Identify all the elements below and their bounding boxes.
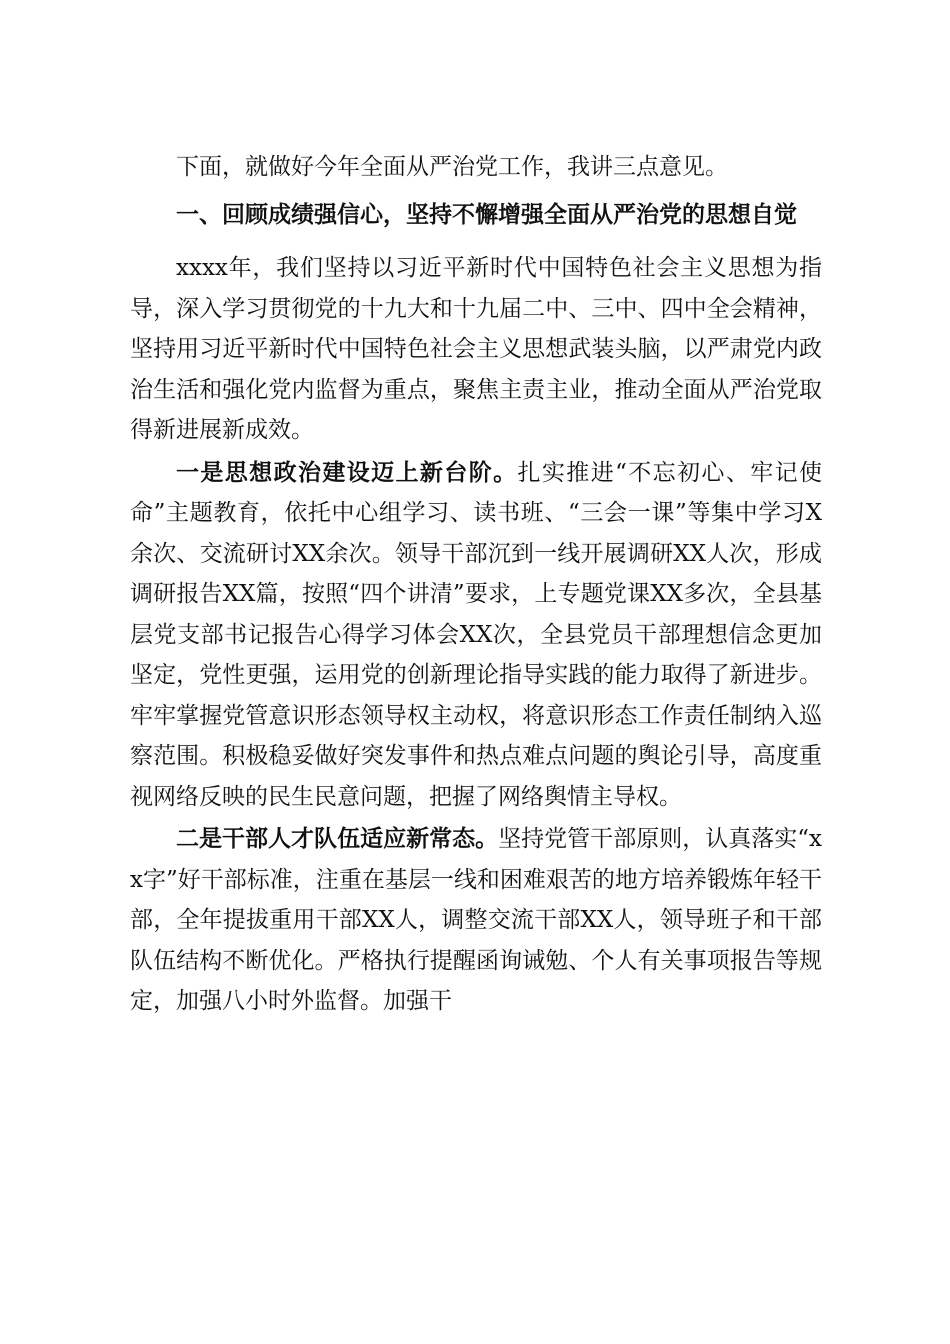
paragraph-cadres	[130, 819, 822, 1022]
paragraph-cadres-body: 坚持党管干部原则，认真落实“xx字”好干部标准，注重在基层一线和困难艰苦的地方培养锻炼年轻干部，全年提拔重用干部XX人，调整交流干部XX人，领导班子和干部队伍结构不断优化。严格执行提醒函询诫勉、个人有关事项报告等规定，加强八小时外监督。加强干	[130, 826, 822, 1014]
paragraph-cadres-title: 二是干部人才队伍适应新常态。	[176, 826, 499, 852]
paragraph-ideology-body: 扎实推进“不忘初心、牢记使命”主题教育，依托中心组学习、读书班、“三会一课”等集中学习X余次、交流研讨XX余次。领导干部沉到一线开展调研XX人次，形成调研报告XX篇，按照“四个讲清”要求，上专题党课XX多次，全县基层党支部书记报告心得学习体会XX次，全县党员干部理想信念更加坚定，党性更强，运用党的创新理论指导实践的能力取得了新进步。牢牢掌握党管意识形态领导权主动权，将意识形态工作责任制纳入巡察范围。积极稳妥做好突发事件和热点难点问题的舆论引导，高度重视网络反映的民生民意问题，把握了网络舆情主导权。	[130, 459, 822, 810]
paragraph-summary: xxxx年，我们坚持以习近平新时代中国特色社会主义思想为指导，深入学习贯彻党的十九大和十九届二中、三中、四中全会精神，坚持用习近平新时代中国特色社会主义思想武装头脑，以严肃党内政治生活和强化党内监督为重点，聚焦主责主业，推动全面从严治党取得新进展新成效。	[130, 255, 822, 443]
intro-paragraph: 下面，就做好今年全面从严治党工作，我讲三点意见。	[176, 154, 728, 180]
section-heading-1: 一、回顾成绩强信心，坚持不懈增强全面从严治党的思想自觉	[176, 202, 797, 228]
paragraph-ideology-title: 一是思想政治建设迈上新台阶。	[176, 459, 518, 486]
document-body	[130, 148, 822, 1022]
paragraph-ideology	[130, 453, 822, 818]
